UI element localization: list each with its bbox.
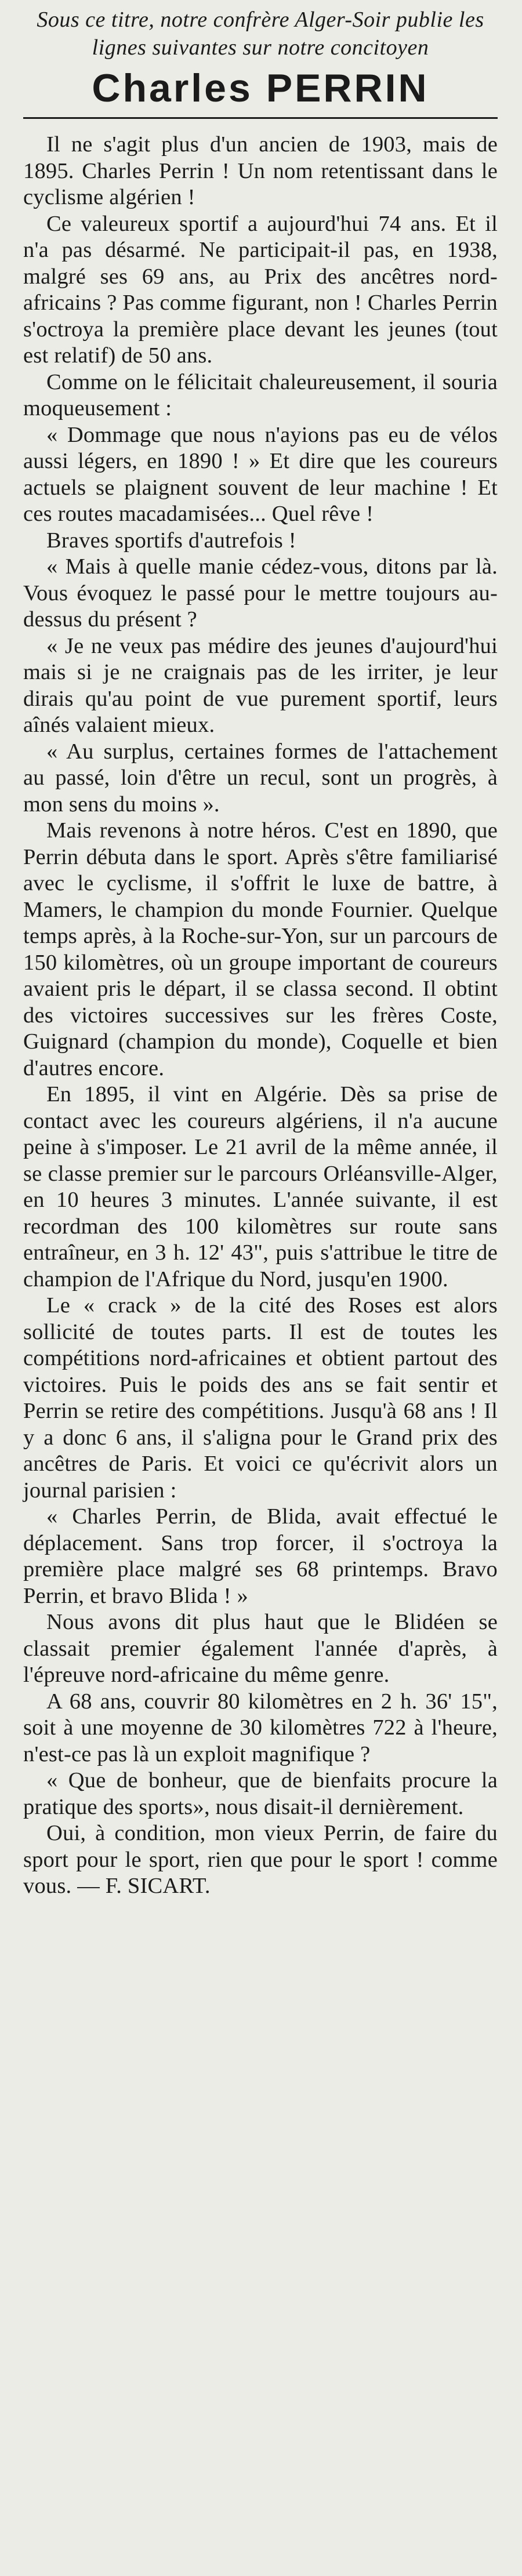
last-paragraph [23, 1820, 498, 1900]
paragraph: Mais revenons à notre héros. C'est en 1890, que Perrin débuta dans le sport. Après s'être familiarisé avec le cyclisme, il s'offrit le luxe de battre, à Mamers, le champion du monde Fournier. Quelque temps après, à la Roche-sur-Yon, sur un parcours de 150 kilomètres, où un groupe important de coureurs avaient pris le départ, il se classa second. Il obtint des victoires successives sur les frères Coste, Guignard (champion du monde), Coquelle et bien d'autres encore. [23, 818, 498, 1080]
paragraph: En 1895, il vint en Algérie. Dès sa prise de contact avec les coureurs algériens, il n'a aucune peine à s'imposer. Le 21 avril de la même année, il se classe premier sur le parcours Orléansville-Alger, en 10 heures 3 minutes. L'année suivante, il est recordman des 100 kilomètres sur route sans entraîneur, en 3 h. 12' 43", puis s'attribue le titre de champion de l'Afrique du Nord, jusqu'en 1900. [23, 1082, 498, 1291]
paragraph: Le « crack » de la cité des Roses est alors sollicité de toutes parts. Il est de toutes les compétitions nord-africaines et obtient partout des victoires. Puis le poids des ans se fait sentir et Perrin se retire des compétitions. Jusqu'à 68 ans ! Il y a donc 6 ans, il s'aligna pour le Grand prix des ancêtres de Paris. Et voici ce qu'écrivit alors un journal parisien : [23, 1293, 498, 1503]
article-body [23, 132, 498, 1900]
paragraph: Ce valeureux sportif a aujourd'hui 74 ans. Et il n'a pas désarmé. Ne participait-il pas, en 1938, malgré ses 69 ans, au Prix des ancêtres nord-africains ? Pas comme figurant, non ! Charles Perrin s'octroya la première place devant les jeunes (tout est relatif) de 50 ans. [23, 211, 498, 368]
paragraph: Il ne s'agit plus d'un ancien de 1903, mais de 1895. Charles Perrin ! Un nom retentissant dans le cyclisme algérien ! [23, 132, 498, 209]
article-title: Charles PERRIN [92, 66, 429, 110]
signature: — F. SICART. [77, 1874, 211, 1898]
paragraph: A 68 ans, couvrir 80 kilomètres en 2 h. 36' 15", soit à une moyenne de 30 kilomètres 722 à l'heure, n'est-ce pas là un exploit magnifique ? [23, 1689, 498, 1766]
paragraph: Nous avons dit plus haut que le Blidéen se classait premier également l'année d'après, à l'épreuve nord-africaine du même genre. [23, 1610, 498, 1687]
title-rule [23, 117, 498, 119]
article-intro: Sous ce titre, notre confrère Alger-Soir publie les lignes suivantes sur notre concitoyen [37, 8, 484, 60]
paragraph: Braves sportifs d'autrefois ! [46, 528, 296, 553]
paragraph-text: Oui, à condition, mon vieux Perrin, de faire du sport pour le sport, rien que pour le sport ! comme vous. [23, 1821, 498, 1898]
paragraph: « Dommage que nous n'ayions pas eu de vélos aussi légers, en 1890 ! » Et dire que les coureurs actuels se plaignent souvent de leur machine ! Et ces routes macadamisées... Quel rêve ! [23, 422, 498, 526]
paragraph: « Au surplus, certaines formes de l'attachement au passé, loin d'être un recul, sont un progrès, à mon sens du moins ». [23, 739, 498, 817]
paragraph: « Que de bonheur, que de bienfaits procure la pratique des sports», nous disait-il dernièrement. [23, 1768, 498, 1819]
paragraph: « Charles Perrin, de Blida, avait effectué le déplacement. Sans trop forcer, il s'octroya la première place malgré ses 68 printemps. Bravo Perrin, et bravo Blida ! » [23, 1504, 498, 1608]
paragraph: « Mais à quelle manie cédez-vous, ditons par là. Vous évoquez le passé pour le mettre toujours au-dessus du présent ? [23, 554, 498, 632]
paragraph: Comme on le félicitait chaleureusement, il souria moqueusement : [23, 369, 498, 420]
paragraph: « Je ne veux pas médire des jeunes d'aujourd'hui mais si je ne craignais pas de les irriter, je leur dirais qu'au point de vue purement sportif, leurs aînés valaient mieux. [23, 633, 498, 737]
